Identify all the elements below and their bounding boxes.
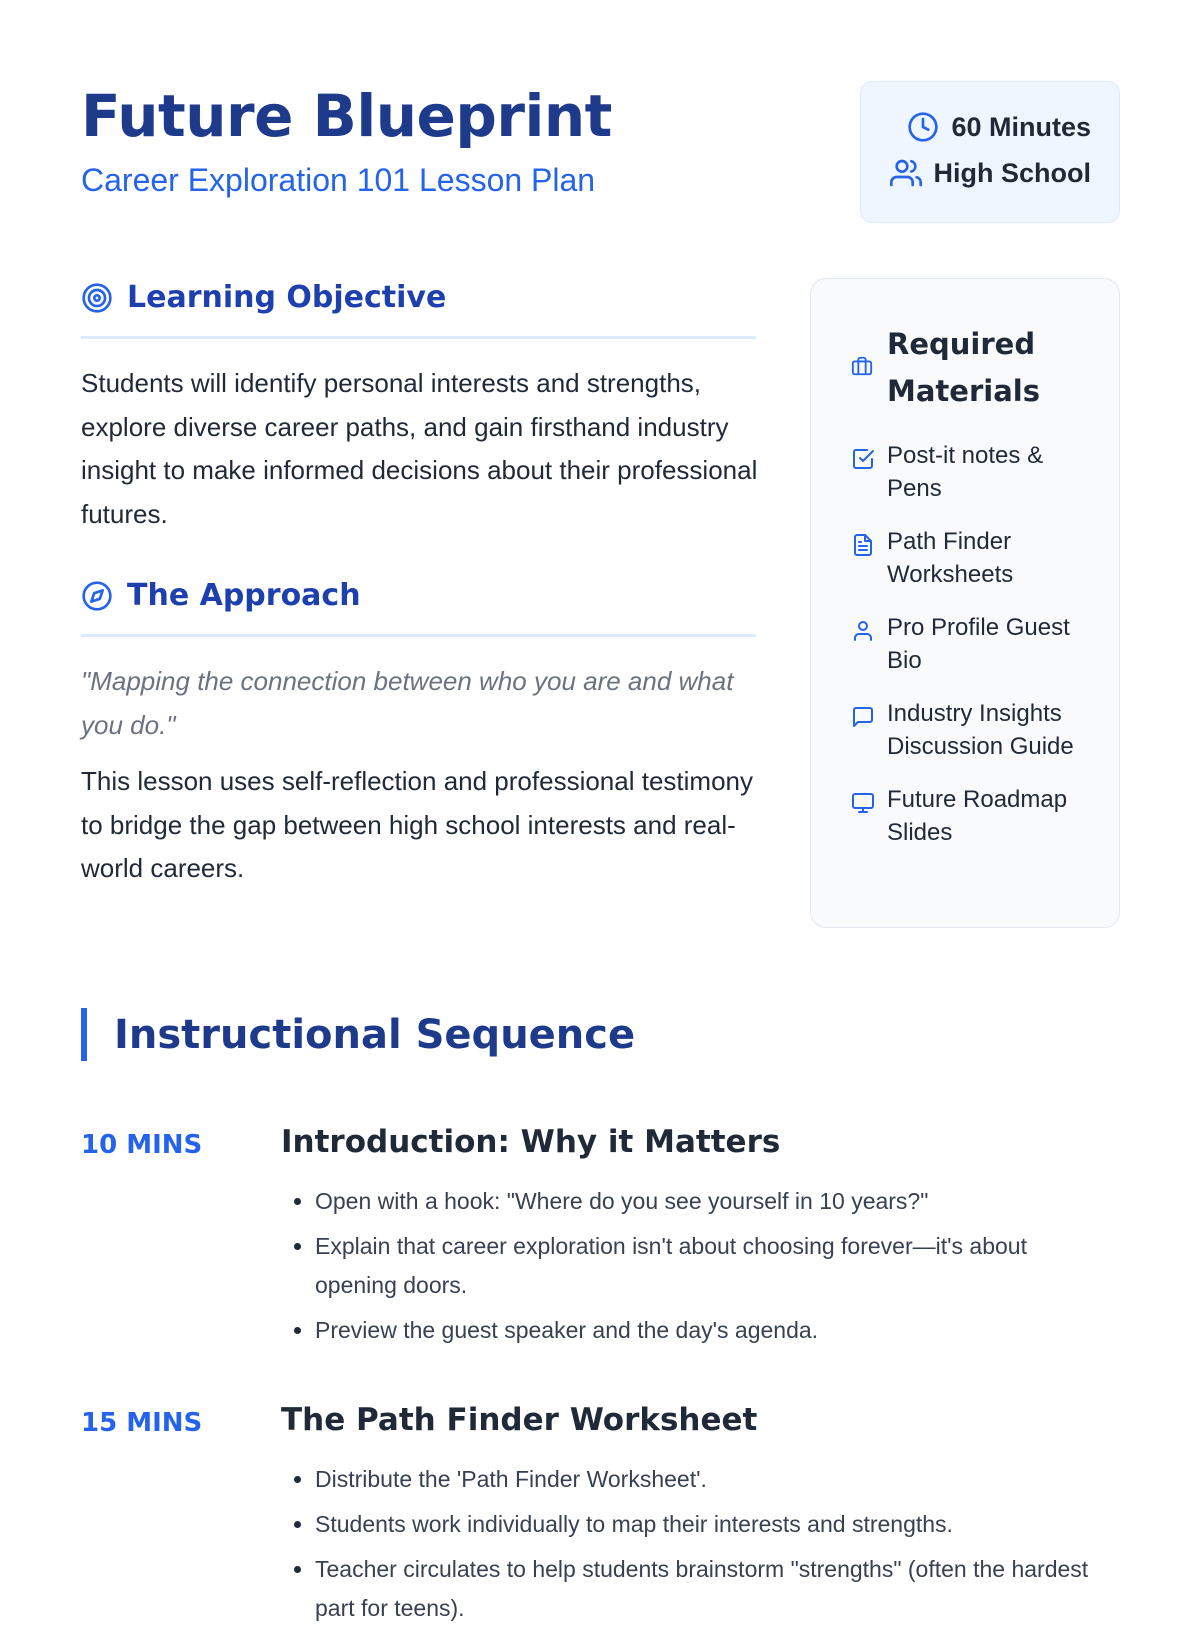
checkbox-icon xyxy=(851,439,887,505)
audience-label: High School xyxy=(933,157,1091,188)
user-icon xyxy=(851,611,887,677)
materials-heading: Required Materials xyxy=(887,327,1040,408)
list-item: • Open with a hook: "Where do you see yourself in 10 years?" xyxy=(315,1182,1101,1221)
material-label: Path Finder Worksheets xyxy=(887,528,1014,588)
audience-row xyxy=(890,157,1092,189)
step-bullets xyxy=(281,1460,1101,1634)
compass-icon xyxy=(81,580,113,612)
step-title: Introduction: Why it Matters xyxy=(281,1124,781,1160)
material-label: Post-it notes & Pens xyxy=(887,442,1044,502)
list-item xyxy=(851,525,1091,591)
approach-text: This lesson uses self-reflection and professional testimony to bridge the gap between high school interests and real-world careers. xyxy=(81,766,753,883)
page-title: Future Blueprint xyxy=(81,82,612,150)
material-label: Pro Profile Guest Bio xyxy=(887,614,1070,674)
materials-card xyxy=(810,278,1120,928)
duration-row xyxy=(907,111,1091,143)
chat-icon xyxy=(851,697,887,763)
monitor-icon xyxy=(851,783,887,849)
list-item xyxy=(851,783,1091,849)
list-item xyxy=(851,439,1091,505)
approach-heading-label: The Approach xyxy=(127,578,361,613)
list-item xyxy=(851,611,1091,677)
list-item xyxy=(851,697,1091,763)
step-title: The Path Finder Worksheet xyxy=(281,1402,758,1438)
clock-icon xyxy=(907,111,939,143)
list-item: • Preview the guest speaker and the day's agenda. xyxy=(315,1311,1101,1350)
sequence-heading: Instructional Sequence xyxy=(114,1012,636,1058)
material-label: Industry Insights Discussion Guide xyxy=(887,700,1074,760)
approach-heading xyxy=(81,578,361,613)
target-icon xyxy=(81,282,113,314)
materials-list xyxy=(851,439,1091,869)
material-label: Future Roadmap Slides xyxy=(887,786,1068,846)
page-subtitle: Career Exploration 101 Lesson Plan xyxy=(81,162,596,198)
duration-label: 60 Minutes xyxy=(951,111,1091,142)
list-item: • Distribute the 'Path Finder Worksheet'. xyxy=(315,1460,1101,1499)
briefcase-icon xyxy=(851,355,873,377)
document-icon xyxy=(851,525,887,591)
objective-heading-label: Learning Objective xyxy=(127,280,447,315)
sequence-accent-bar xyxy=(81,1008,87,1061)
users-icon xyxy=(890,157,922,189)
objective-divider xyxy=(81,336,756,339)
lesson-meta-box xyxy=(860,81,1120,223)
objective-text: Students will identify personal interests and strengths, explore diverse career paths, and gain firsthand industry insight to make informed decisions about their professional futures. xyxy=(81,368,758,529)
approach-quote: "Mapping the connection between who you are and what you do." xyxy=(81,666,734,740)
step-duration: 15 MINS xyxy=(81,1408,203,1438)
approach-divider xyxy=(81,634,756,637)
step-bullets xyxy=(281,1182,1101,1356)
list-item: • Students work individually to map their interests and strengths. xyxy=(315,1505,1101,1544)
objective-heading xyxy=(81,280,446,315)
list-item: • Explain that career exploration isn't about choosing forever—it's about opening doors. xyxy=(315,1227,1101,1305)
list-item: • Teacher circulates to help students brainstorm "strengths" (often the hardest part for teens). xyxy=(315,1550,1101,1628)
step-duration: 10 MINS xyxy=(81,1130,203,1160)
